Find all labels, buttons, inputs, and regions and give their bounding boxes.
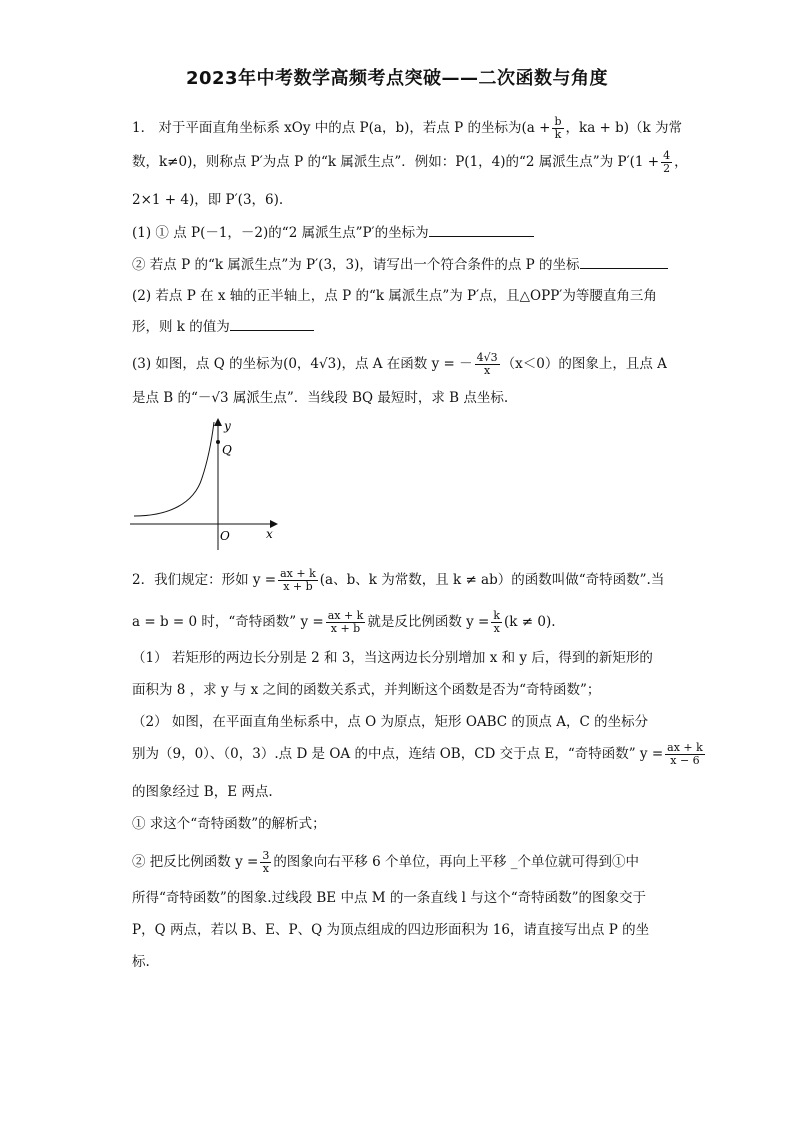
q2-subpart1: ① 求这个“奇特函数”的解析式；: [132, 816, 326, 832]
q1-part2-line-1: (2) 若点 P 在 x 轴的正半轴上，点 P 的“k 属派生点”为 P′点，且△OPP′为等腰直角三角: [132, 288, 657, 304]
y-axis-arrow: [214, 418, 222, 426]
x-axis-label: x: [266, 527, 273, 541]
q1-part1-1: (1) ① 点 P(－1，－2)的“2 属派生点”P′的坐标为: [132, 222, 662, 243]
fraction: $\frac{k}{x}$: [493, 609, 501, 635]
fraction: $\frac{ax + k}{x + b}$: [327, 609, 364, 635]
origin-label: O: [220, 529, 230, 543]
fraction: $\frac{ax + k}{x - 6}$: [667, 741, 703, 767]
document-title: 2023年中考数学高频考点突破——二次函数与角度: [185, 68, 609, 89]
q2-subpart2-line-2: 所得“奇特函数”的图象.过线段 BE 中点 M 的一条直线 l 与这个“奇特函数”的图象交于: [132, 890, 647, 906]
fraction: $\frac{4√3}{x}$: [476, 351, 498, 377]
q2-part2-line-1: （2） 如图，在平面直角坐标系中，点 O 为原点，矩形 OABC 的顶点 A，C 的坐标分: [132, 714, 649, 730]
q2-part1-line-2: 面积为 8 ，求 y 与 x 之间的函数关系式，并判断这个函数是否为“奇特函数”；: [132, 682, 601, 698]
hyperbola-curve: [134, 422, 214, 516]
answer-blank[interactable]: [429, 222, 534, 237]
point-q-label: Q: [222, 443, 232, 457]
q1-part3-line-1: (3) 如图，点 Q 的坐标为(0，4√3)，点 A 在函数 y = － $\frac{4√3}{x}$ （x＜0）的图象上，且点 A: [132, 351, 667, 377]
q1-line-3: 2×1 + 4)，即 P′(3，6).: [132, 192, 284, 208]
function-graph: [128, 418, 278, 553]
fraction: $\frac{3}{x}$: [262, 849, 270, 875]
q2-subpart2-line-4: 标.: [132, 954, 150, 970]
q2-line-2: a = b = 0 时，“奇特函数” y = $\frac{ax + k}{x + b}$ 就是反比例函数 y = $\frac{k}{x}$ (k ≠ 0).: [132, 609, 556, 635]
q1-part1-2: ② 若点 P 的“k 属派生点”为 P′(3，3)，请写出一个符合条件的点 P 的坐标: [132, 254, 662, 275]
fraction: $\frac{4}{2}$: [663, 149, 671, 175]
answer-blank[interactable]: [230, 316, 314, 331]
q2-part2-line-3: 的图象经过 B，E 两点.: [132, 784, 273, 800]
q2-line-1: 2．我们规定：形如 y = $\frac{ax + k}{x + b}$ (a、b、k 为常数，且 k ≠ ab）的函数叫做“奇特函数”.当: [132, 567, 665, 593]
q2-subpart2-line-1: ② 把反比例函数 y = $\frac{3}{x}$ 的图象向右平移 6 个单位，再向上平移 _个单位就可得到①中: [132, 849, 640, 875]
q2-part1-line-1: （1） 若矩形的两边长分别是 2 和 3，当这两边长分别增加 x 和 y 后，得到的新矩形的: [132, 650, 653, 666]
fraction: $\frac{ax + k}{x + b}$: [280, 567, 316, 593]
q1-part3-line-2: 是点 B 的“－√3 属派生点”．当线段 BQ 最短时，求 B 点坐标.: [132, 390, 509, 406]
q1-line-1: 1． 对于平面直角坐标系 xOy 中的点 P(a，b)，若点 P 的坐标为(a + $\frac{b}{k}$ ，ka + b)（k 为常: [132, 115, 683, 141]
q2-part2-line-2: 别为（9，0）、（0，3）.点 D 是 OA 的中点，连结 OB，CD 交于点 E，“奇特函数” y = $\frac{ax + k}{x - 6}$: [132, 741, 703, 767]
q2-subpart2-line-3: P，Q 两点，若以 B、E、P、Q 为顶点组成的四边形面积为 16，请直接写出点 P 的坐: [132, 922, 650, 938]
answer-blank[interactable]: [580, 254, 668, 269]
y-axis-label: y: [224, 419, 231, 433]
point-q: [216, 440, 220, 444]
q1-line-2: 数，k≠0)，则称点 P′为点 P 的“k 属派生点”．例如：P(1，4)的“2 属派生点”为 P′(1 + $\frac{4}{2}$ ，: [132, 149, 688, 175]
q1-part2-line-2: 形，则 k 的值为: [132, 316, 662, 337]
fraction: $\frac{b}{k}$: [554, 115, 562, 141]
